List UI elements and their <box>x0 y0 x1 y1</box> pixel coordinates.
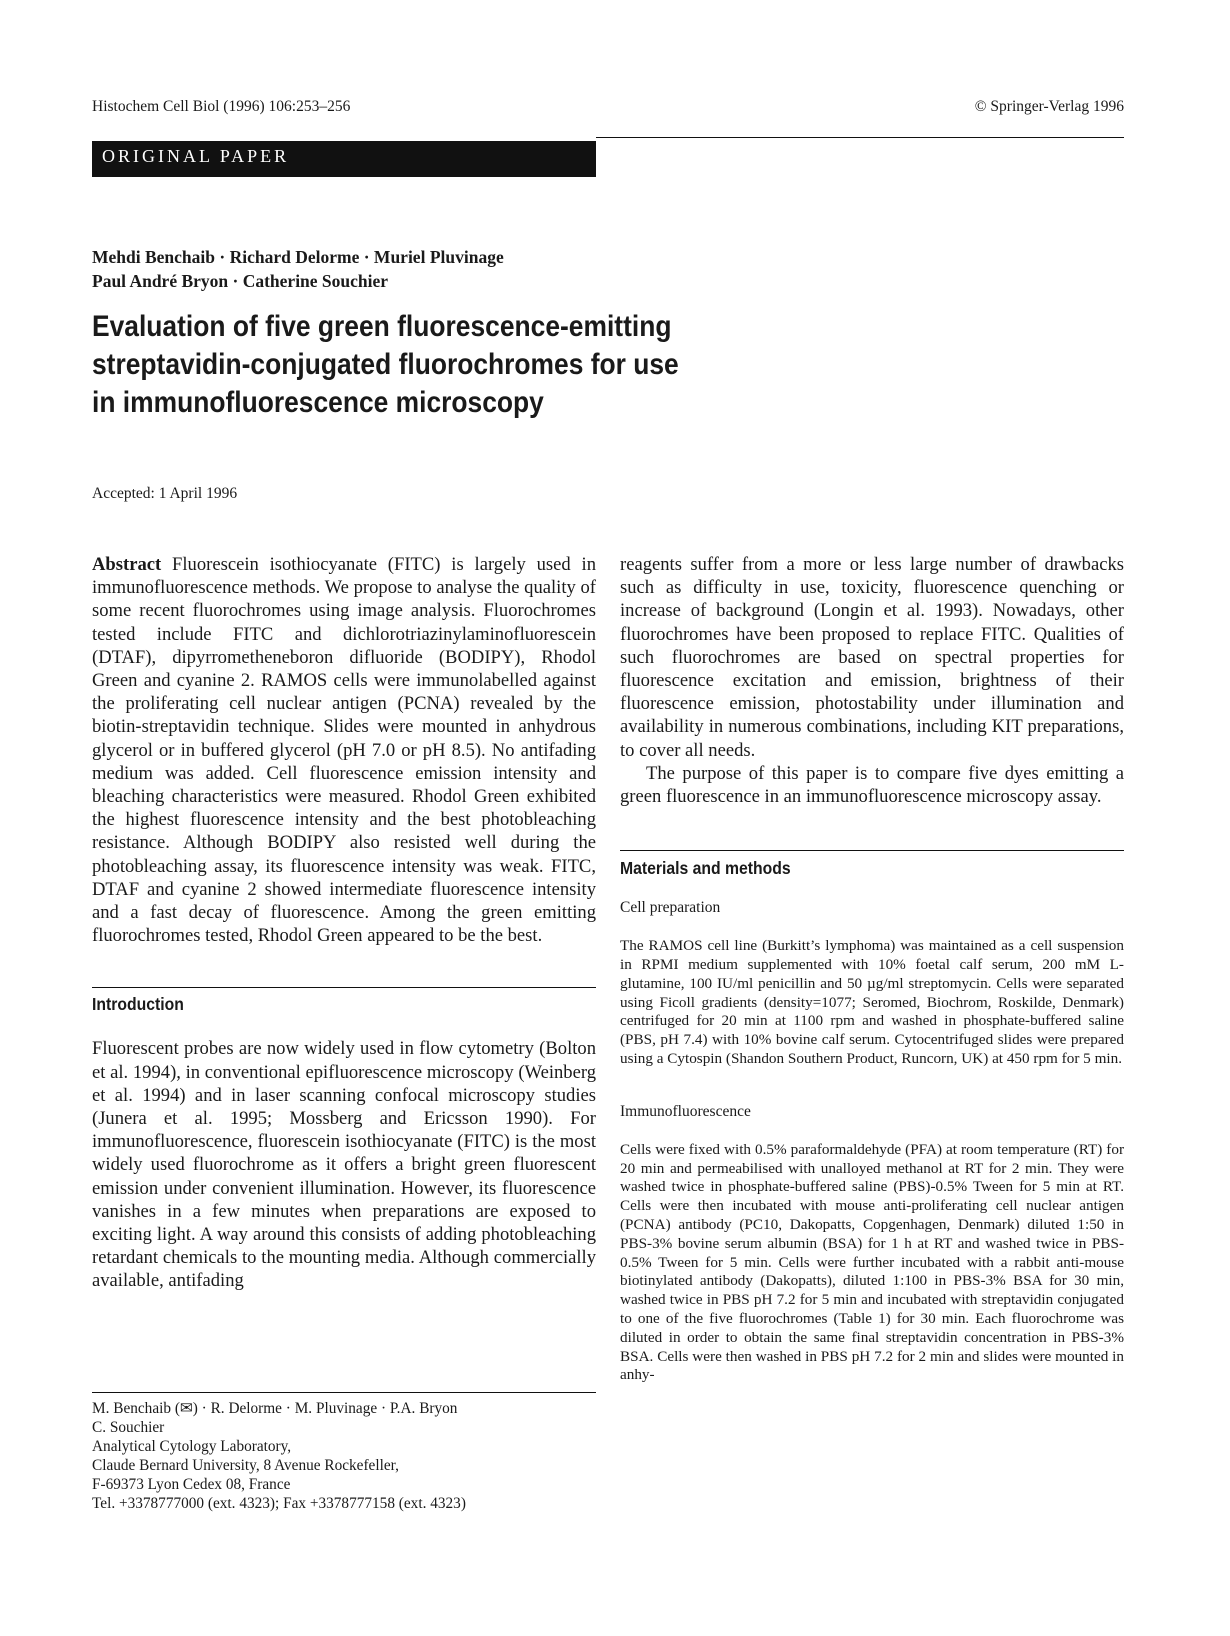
cell-preparation-text: The RAMOS cell line (Burkitt’s lymphoma) was maintained as a cell suspension in RPMI medium supplemented with 10% foetal calf serum, 200 mM L-glutamine, 100 IU/ml penicillin and 50 µg/ml streptomycin. Cells were separated using Ficoll gradients (density=1077; Seromed, Biochrom, Roskilde, Denmark) centrifuged for 20 min at 1100 rpm and washed in phosphate-buffered saline (PBS, pH 7.4) with 10% bovine calf serum. Cytocentrifuged slides were prepared using a Cytospin (Shandon Southern Product, Runcorn, UK) at 450 rpm for 5 min. <box>620 937 1124 1068</box>
accepted-date: Accepted: 1 April 1996 <box>92 485 238 502</box>
introduction-heading: Introduction <box>92 994 184 1015</box>
title-line-2: streptavidin-conjugated fluorochromes for use <box>92 348 679 381</box>
affiliation-line-3: Analytical Cytology Laboratory, <box>92 1438 292 1455</box>
article-type-label: ORIGINAL PAPER <box>102 146 290 166</box>
journal-citation: Histochem Cell Biol (1996) 106:253–256 <box>92 98 351 115</box>
abstract-paragraph <box>92 553 596 947</box>
paper-title <box>92 308 708 422</box>
left-column <box>92 553 596 1293</box>
affiliation-line-5: F-69373 Lyon Cedex 08, France <box>92 1476 291 1493</box>
author-line-2: Paul André Bryon · Catherine Souchier <box>92 271 389 291</box>
cell-preparation-heading: Cell preparation <box>620 899 721 917</box>
affiliation-line-6: Tel. +3378777000 (ext. 4323); Fax +3378777158 (ext. 4323) <box>92 1495 466 1512</box>
affiliation-block <box>92 1399 596 1513</box>
copyright-notice: © Springer-Verlag 1996 <box>974 98 1124 115</box>
methods-rule <box>620 850 1124 851</box>
introduction-continued: reagents suffer from a more or less large number of drawbacks such as difficulty in use, toxicity, fluorescence quenching or increase of background (Longin et al. 1993). Nowadays, other fluorochromes have been proposed to replace FITC. Qualities of such fluorochromes are based on spectral properties for fluorescence excitation and emission, brightness of their fluorescence emission, photostability under illumination and availability in numerous combinations, including KIT preparations, to cover all needs. <box>620 554 1124 761</box>
author-list <box>92 245 504 293</box>
right-column <box>620 553 1124 1385</box>
header-rule <box>596 137 1124 138</box>
title-line-1: Evaluation of five green fluorescence-emitting <box>92 310 672 343</box>
methods-heading: Materials and methods <box>620 858 791 879</box>
title-line-3: in immunofluorescence microscopy <box>92 386 544 419</box>
article-type-banner <box>92 141 596 177</box>
introduction-rule <box>92 987 596 988</box>
introduction-text: Fluorescent probes are now widely used in flow cytometry (Bolton et al. 1994), in conventional epifluorescence microscopy (Weinberg et al. 1994) and in laser scanning confocal microscopy studies (Junera et al. 1995; Mossberg and Ericsson 1990). For immunofluorescence, fluorescein isothiocyanate (FITC) is the most widely used fluorochrome as it offers a bright green fluorescent emission under convenient illumination. However, its fluorescence vanishes in a few minutes when preparations are exposed to exciting light. A way around this consists of adding photobleaching retardant chemicals to the mounting media. Although commercially available, antifading <box>92 1038 596 1292</box>
affiliation-line-2: C. Souchier <box>92 1419 165 1436</box>
affiliation-line-1: M. Benchaib (✉) · R. Delorme · M. Pluvinage · P.A. Bryon <box>92 1400 458 1417</box>
immunofluorescence-heading: Immunofluorescence <box>620 1102 751 1120</box>
abstract-label: Abstract <box>92 554 162 575</box>
affiliation-line-4: Claude Bernard University, 8 Avenue Rockefeller, <box>92 1457 399 1474</box>
purpose-paragraph: The purpose of this paper is to compare five dyes emitting a green fluorescence in an immunofluorescence microscopy assay. <box>620 762 1124 808</box>
author-line-1: Mehdi Benchaib · Richard Delorme · Muriel Pluvinage <box>92 247 504 267</box>
abstract-text: Fluorescein isothiocyanate (FITC) is largely used in immunofluorescence methods. We propose to analyse the quality of some recent fluorochromes using image analysis. Fluorochromes tested include FITC and dichlorotriazinylaminofluorescein (DTAF), dipyrrometheneboron difluoride (BODIPY), Rhodol Green and cyanine 2. RAMOS cells were immunolabelled against the proliferating cell nuclear antigen (PCNA) revealed by the biotin-streptavidin technique. Slides were mounted in anhydrous glycerol or in buffered glycerol (pH 7.0 or pH 8.5). No antifading medium was added. Cell fluorescence emission intensity and bleaching characteristics were measured. Rhodol Green exhibited the highest fluorescence intensity and the best photobleaching resistance. Although BODIPY also resisted well during the photobleaching assay, its fluorescence intensity was weak. FITC, DTAF and cyanine 2 showed intermediate fluorescence intensity and a fast decay of fluorescence. Among the green emitting fluorochromes tested, Rhodol Green appeared to be the best. <box>92 554 596 947</box>
immunofluorescence-text: Cells were fixed with 0.5% paraformaldehyde (PFA) at room temperature (RT) for 20 min and permeabilised with unalloyed methanol at RT for 2 min. They were washed twice in phosphate-buffered saline (PBS)-0.5% Tween for 5 min at RT. Cells were then incubated with mouse anti-proliferating cell nuclear antigen (PCNA) antibody (PC10, Dakopatts, Copgenhagen, Denmark) diluted 1:50 in PBS-3% bovine serum albumin (BSA) for 1 h at RT and washed twice in PBS-0.5% Tween for 5 min. Cells were further incubated with a rabbit anti-mouse biotinylated antibody (Dakopatts), diluted 1:100 in PBS-3% BSA for 30 min, washed twice in PBS pH 7.2 for 5 min and incubated with streptavidin conjugated to one of the five fluorochromes (Table 1) for 30 min. Each fluorochrome was diluted in order to obtain the same final streptavidin concentration in PBS-3% BSA. Cells were then washed in PBS pH 7.2 for 2 min and slides were mounted in anhy- <box>620 1140 1124 1384</box>
footnote-rule <box>92 1392 596 1393</box>
